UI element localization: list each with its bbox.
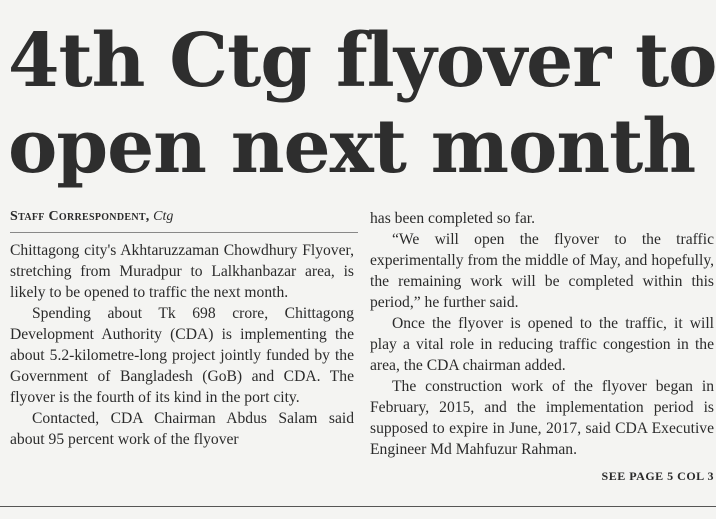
article-column-left [10,240,354,450]
byline-author: Staff Correspondent, [10,209,150,224]
byline [10,208,358,233]
byline-location: Ctg [153,209,174,224]
paragraph: Contacted, CDA Chairman Abdus Salam said about 95 percent work of the flyover [10,410,354,448]
paragraph: Once the flyover is opened to the traffic, it will play a vital role in reducing traffic congestion in the area, the CDA chairman added. [370,315,714,374]
continuation-note: SEE PAGE 5 COL 3 [601,469,714,483]
headline [8,18,716,190]
bottom-rule [0,506,716,507]
paragraph: The construction work of the flyover began in February, 2015, and the implementation period is supposed to expire in June, 2017, said CDA Executive Engineer Md Mahfuzur Rahman. [370,378,714,458]
article-column-right [370,208,714,487]
paragraph: “We will open the flyover to the traffic experimentally from the middle of May, and hopefully, the remaining work will be completed within this period,” he further said. [370,231,714,311]
paragraph: has been completed so far. [370,210,535,227]
headline-line-2: open next month [8,104,696,190]
headline-line-1: 4th Ctg flyover to [8,18,716,104]
paragraph: Chittagong city's Akhtaruzzaman Chowdhury Flyover, stretching from Muradpur to Lalkhanbazar area, is likely to be opened to traffic the next month. [10,242,354,301]
paragraph: Spending about Tk 698 crore, Chittagong Development Authority (CDA) is implementing the about 5.2-kilometre-long project jointly funded by the Government of Bangladesh (GoB) and CDA. The flyover is the fourth of its kind in the port city. [10,305,354,406]
